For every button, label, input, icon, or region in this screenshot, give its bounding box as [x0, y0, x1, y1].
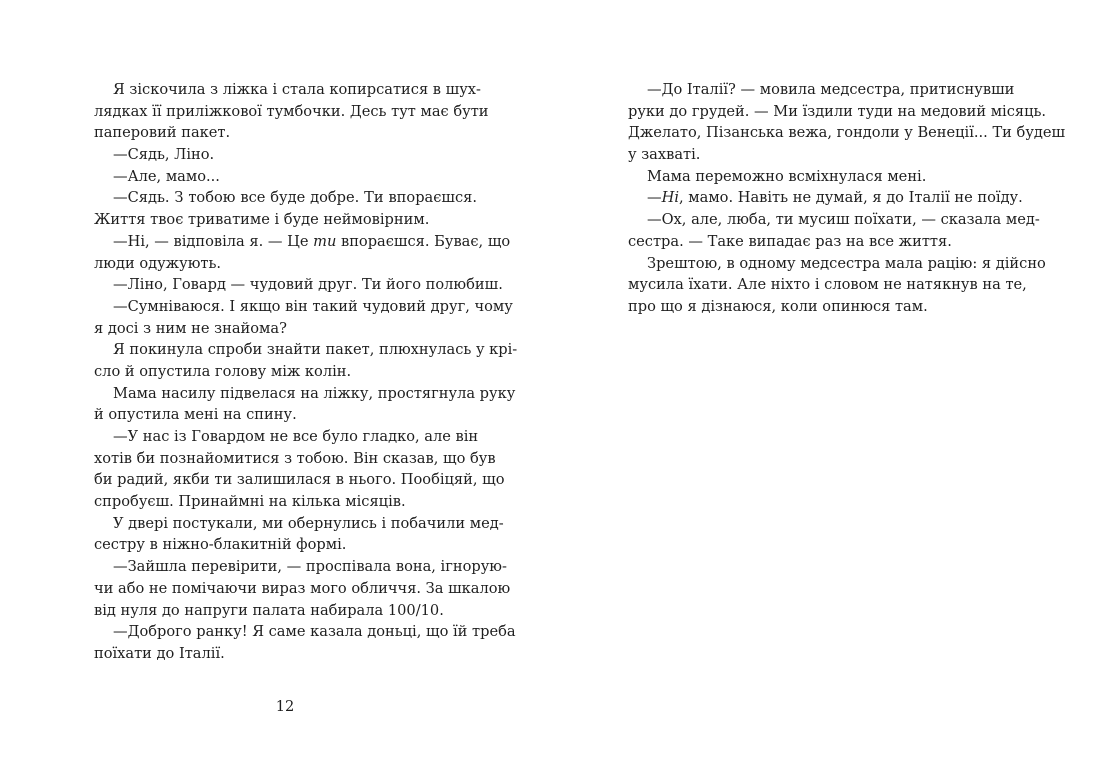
- text-line: —Доброго ранку! Я саме казала доньці, що їй треба: [113, 623, 516, 641]
- text-line: чи або не помічаючи вираз мого обличчя. За шкалою: [94, 579, 511, 597]
- text-line: сло й опустила голову між колін.: [94, 362, 352, 380]
- text-line: про що я дізнаюся, коли опинюся там.: [628, 297, 928, 315]
- text-line: —Ні, — відповіла я. — Це ти впораєшся. Буває, що: [113, 232, 511, 250]
- text-line: —Але, мамо...: [113, 167, 220, 185]
- text-line: —Ні, мамо. Навіть не думай, я до Італії не поїду.: [647, 189, 1023, 207]
- text-line: —У нас із Говардом не все було гладко, але він: [113, 428, 479, 445]
- text-line: Мама переможно всміхнулася мені.: [647, 167, 927, 185]
- left-page: [0, 0, 552, 760]
- text-line: й опустила мені на спину.: [94, 406, 297, 424]
- right-page-text: [628, 79, 1066, 318]
- text-line: Зрештою, в одному медсестра мала рацію: я дійсно: [647, 254, 1046, 272]
- right-page: [552, 0, 1105, 760]
- text-line: Я покинула спроби знайти пакет, плюхнулась у крі-: [113, 341, 518, 359]
- text-line: —Сумніваюся. І якщо він такий чудовий друг, чому: [113, 297, 513, 315]
- text-line: від нуля до напруги палата набирала 100/10.: [94, 601, 444, 619]
- text-line: Життя твоє триватиме і буде неймовірним.: [94, 211, 430, 229]
- text-line: —Сядь, Ліно.: [113, 146, 215, 164]
- text-line: сестра. — Таке випадає раз на все життя.: [628, 232, 952, 250]
- text-line: люди одужують.: [94, 254, 222, 272]
- text-line: руки до грудей. — Ми їздили туди на медовий місяць.: [628, 102, 1047, 120]
- page-number: 12: [275, 698, 295, 715]
- text-line: у захваті.: [628, 146, 701, 164]
- text-line: —Ліно, Говард — чудовий друг. Ти його полюбиш.: [113, 276, 503, 294]
- text-line: Джелато, Пізанська вежа, гондоли у Венеції... Ти будеш: [628, 124, 1066, 142]
- text-line: паперовий пакет.: [94, 124, 231, 142]
- text-line: сестру в ніжно-блакитній формі.: [94, 536, 347, 554]
- text-line: би радий, якби ти залишилася в нього. Пообіцяй, що: [94, 471, 505, 489]
- text-line: Я зіскочила з ліжка і стала копирсатися в шух-: [113, 81, 481, 98]
- text-line: лядках її приліжкової тумбочки. Десь тут має бути: [94, 102, 489, 120]
- text-line: я досі з ним не знайома?: [94, 319, 287, 337]
- text-line: —Сядь. З тобою все буде добре. Ти впораєшся.: [113, 189, 477, 207]
- text-line: —Ох, але, люба, ти мусиш поїхати, — сказала мед-: [647, 211, 1040, 229]
- text-line: спробуєш. Принаймні на кілька місяців.: [94, 493, 406, 511]
- text-line: —До Італії? — мовила медсестра, притиснувши: [647, 81, 1015, 98]
- text-line: У двері постукали, ми обернулись і побачили мед-: [113, 514, 504, 532]
- text-line: хотів би познайомитися з тобою. Він сказав, що був: [94, 449, 496, 467]
- text-line: мусила їхати. Але ніхто і словом не натякнув на те,: [628, 276, 1027, 294]
- text-line: поїхати до Італії.: [94, 644, 225, 662]
- text-line: Мама насилу підвелася на ліжку, простягнула руку: [113, 384, 516, 402]
- text-line: —Зайшла перевірити, — проспівала вона, ігнорую-: [113, 558, 507, 576]
- left-page-text: [94, 79, 518, 665]
